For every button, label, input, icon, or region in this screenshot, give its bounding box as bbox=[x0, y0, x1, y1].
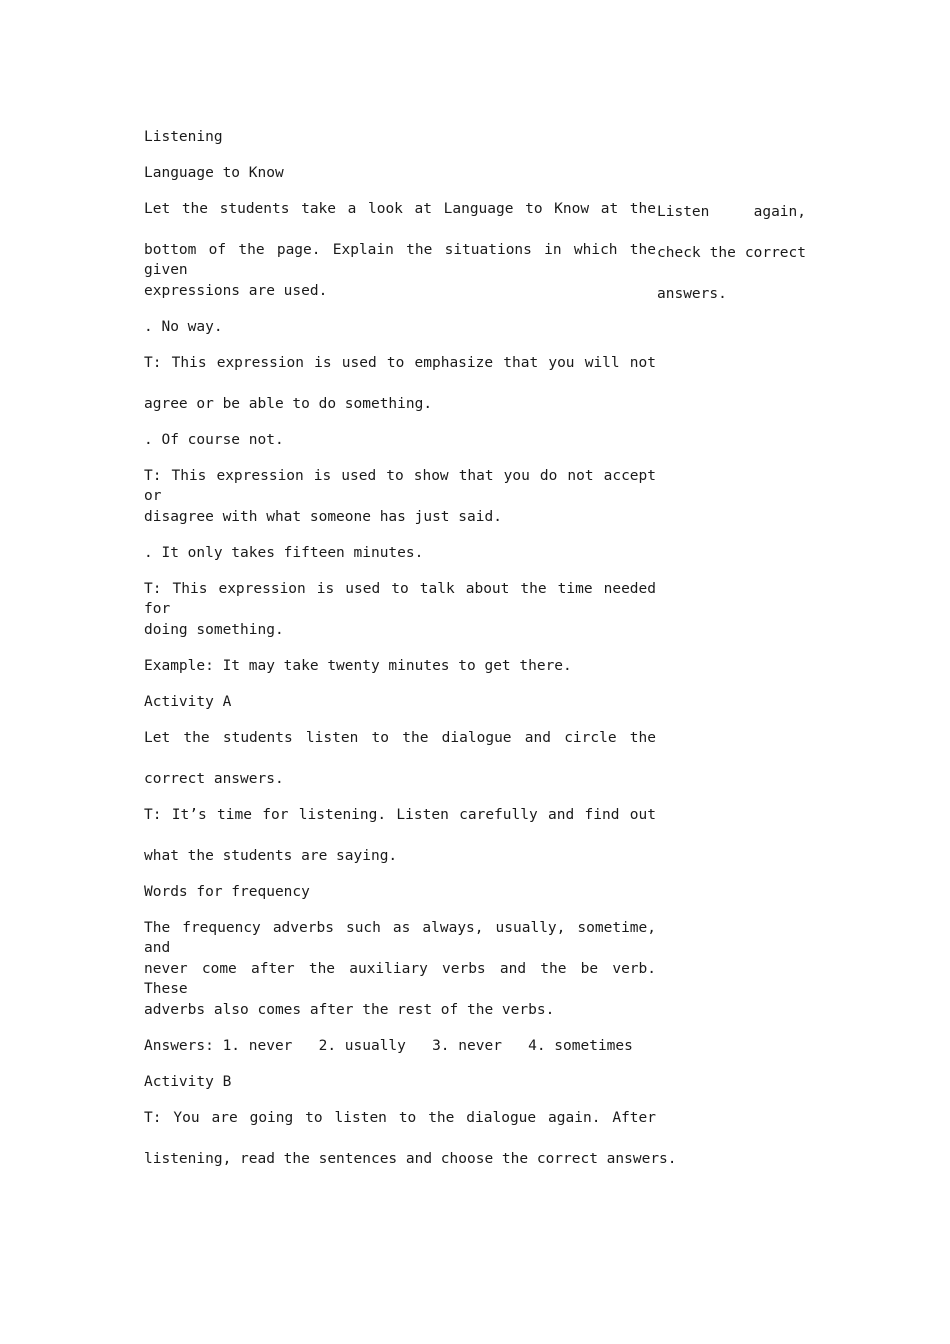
expression-item-2: . Of course not. bbox=[144, 432, 284, 448]
frequency-text-line-1: The frequency adverbs such as always, usually, sometime, and bbox=[144, 920, 656, 956]
main-column bbox=[144, 127, 677, 1169]
side-note-line-3: answers. bbox=[657, 286, 727, 302]
side-note-line-2: check the correct bbox=[657, 245, 806, 261]
activity-b-teacher-line-2: listening, read the sentences and choose the correct answers. bbox=[144, 1151, 677, 1167]
expression-1-explanation-line-1: T: This expression is used to emphasize that you will not bbox=[144, 355, 656, 371]
expression-item-1: . No way. bbox=[144, 319, 223, 335]
intro-line-3: expressions are used. bbox=[144, 283, 328, 299]
expression-item-3: . It only takes fifteen minutes. bbox=[144, 545, 424, 561]
example-sentence: Example: It may take twenty minutes to get there. bbox=[144, 658, 572, 674]
side-note-line-1: Listen again, bbox=[657, 204, 806, 220]
activity-b-teacher-line-1: T: You are going to listen to the dialogue again. After bbox=[144, 1110, 656, 1126]
frequency-text-line-2: never come after the auxiliary verbs and the be verb. These bbox=[144, 961, 656, 997]
answers-line: Answers: 1. never 2. usually 3. never 4. sometimes bbox=[144, 1038, 633, 1054]
expression-2-explanation-line-1: T: This expression is used to show that you do not accept or bbox=[144, 468, 656, 504]
activity-a-teacher-line-2: what the students are saying. bbox=[144, 848, 398, 864]
activity-a-text-line-2: correct answers. bbox=[144, 771, 284, 787]
expression-3-explanation-line-2: doing something. bbox=[144, 622, 284, 638]
expression-2-explanation-line-2: disagree with what someone has just said. bbox=[144, 509, 502, 525]
heading-language-to-know: Language to Know bbox=[144, 165, 284, 181]
expression-3-explanation-line-1: T: This expression is used to talk about the time needed for bbox=[144, 581, 656, 617]
expression-1-explanation-line-2: agree or be able to do something. bbox=[144, 396, 433, 412]
activity-a-text-line-1: Let the students listen to the dialogue and circle the bbox=[144, 730, 656, 746]
heading-listening: Listening bbox=[144, 129, 223, 145]
words-for-frequency-heading: Words for frequency bbox=[144, 884, 310, 900]
intro-line-1: Let the students take a look at Language to Know at the bbox=[144, 201, 656, 217]
intro-line-2: bottom of the page. Explain the situations in which the given bbox=[144, 242, 656, 278]
side-note-column bbox=[657, 202, 806, 304]
activity-a-teacher-line-1: T: It’s time for listening. Listen carefully and find out bbox=[144, 807, 656, 823]
frequency-text-line-3: adverbs also comes after the rest of the verbs. bbox=[144, 1002, 555, 1018]
activity-a-heading: Activity A bbox=[144, 694, 232, 710]
activity-b-heading: Activity B bbox=[144, 1074, 232, 1090]
